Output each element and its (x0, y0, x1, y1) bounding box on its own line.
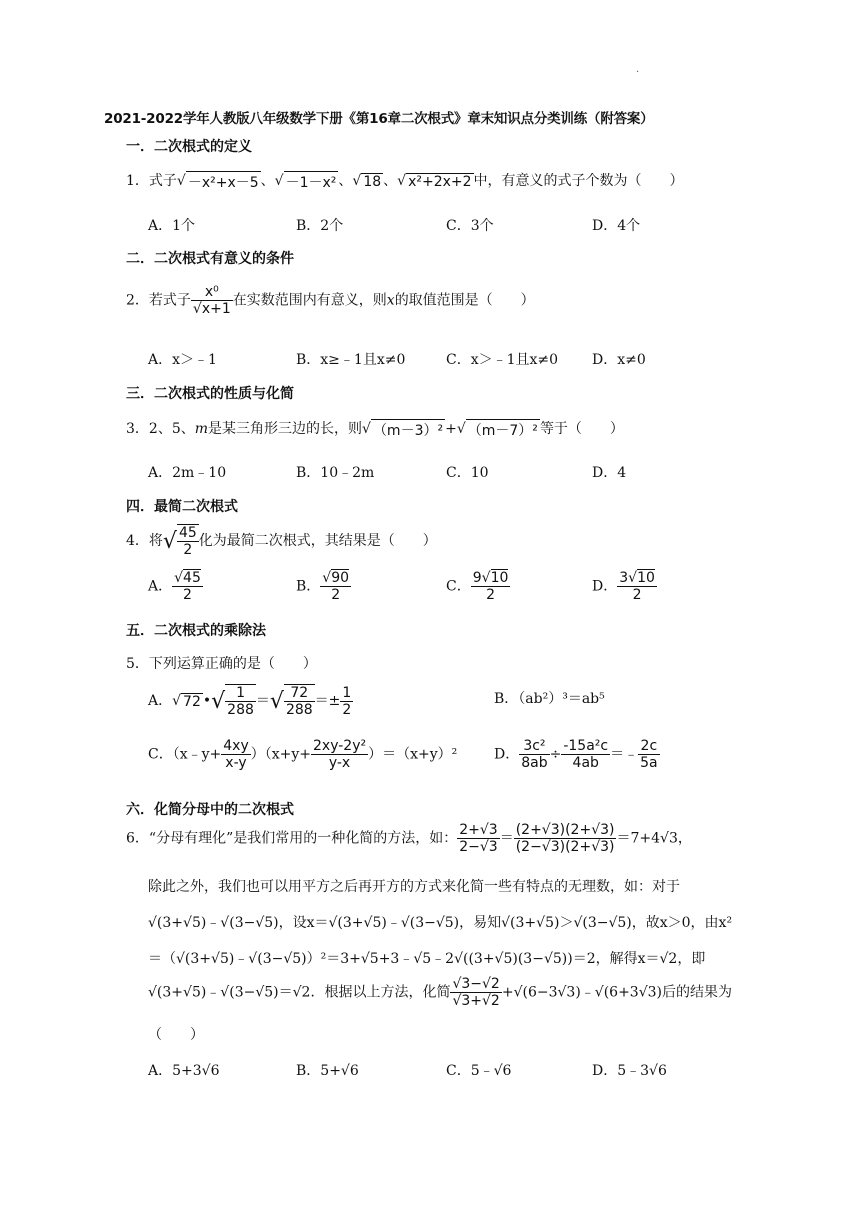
question-2: 2．若式子 $\frac{\text{x⁰}}{√x+1}$ 在实数范围内有意义，则x的取值范围是（ ） (126, 284, 535, 317)
q6-option-c: C．5﹣√6 (446, 1063, 512, 1079)
q5-option-d: D． $\frac{\text{3c²}}{8ab}$ ÷ $\frac{\text{-15a²c}}{4ab}$ ＝﹣ $\frac{2c}{5a}$ (494, 738, 658, 771)
q1-option-b: B．2个 (296, 218, 344, 234)
radical: √ －x²+x－5 (177, 171, 261, 192)
question-1: 1．式子√ －x²+x－5 、√ －1－x² 、√ 18 、√ x²+2x+2 中，有意义的式子个数为（ ） (126, 170, 684, 192)
question-6-line-1: 6．“分母有理化”是我们常用的一种化简的方法，如： $\frac{2+√3}{2-√3}$ ＝ $\frac{(2+√3)(2+√3)}{(2-√3)(2+√3)}$ ＝7+4√3， (126, 822, 692, 855)
q3-option-c: C．10 (446, 465, 489, 481)
q4-option-a: A． $\frac{√45}{2}$ (148, 570, 201, 603)
question-6-line-5: √(3+√5)﹣√(3−√5)＝√2．根据以上方法，化简 $\frac{√3-√2}{√3+√2}$ +√(6−3√3)﹣√(6+3√3)后的结果为 (148, 976, 733, 1009)
q1-option-d: D．4个 (592, 218, 641, 234)
corner-mark: . (636, 64, 640, 75)
q3-option-d: D．4 (592, 465, 627, 481)
q2-option-b: B．x≥﹣1且x≠0 (296, 352, 406, 368)
question-5: 5．下列运算正确的是（ ） (126, 656, 317, 672)
radical: √ x²+2x+2 (397, 173, 472, 190)
question-3: 3．2、5、m是某三角形三边的长，则√ （m－3）² +√ （m－7）² 等于（ ） (126, 418, 624, 440)
q4-option-d: D． $\frac{3√10}{2}$ (592, 570, 655, 603)
section-heading-4: 四．最简二次根式 (126, 499, 238, 515)
q5-option-c: C．（x﹣y+ $\frac{4xy}{x-y}$ ）（x+y+ $\frac{\text{2xy-2y²}}{y-x}$ ）＝（x+y）² (148, 738, 458, 771)
q2-option-d: D．x≠0 (592, 352, 646, 368)
q4-option-b: B． $\frac{√90}{2}$ (296, 570, 350, 603)
section-heading-2: 二．二次根式有意义的条件 (126, 251, 294, 267)
q2-option-a: A．x＞﹣1 (148, 352, 217, 368)
q5-option-a: A．√ 72 •√ $\frac{1}{288}$ ＝√ $\frac{72}{288}$ ＝± $\frac{1}{2}$ (148, 684, 352, 718)
q6-option-b: B．5+√6 (296, 1063, 359, 1079)
q1-option-a: A．1个 (148, 218, 196, 234)
document-title: 2021-2022学年人教版八年级数学下册《第16章二次根式》章末知识点分类训练（附答案） (104, 111, 654, 127)
section-heading-1: 一．二次根式的定义 (126, 139, 252, 155)
q2-option-c: C．x＞﹣1且x≠0 (446, 352, 559, 368)
question-6-line-2: 除此之外，我们也可以用平方之后再开方的方式来化简一些有特点的无理数，如：对于 (148, 879, 680, 895)
q6-option-d: D．5﹣3√6 (592, 1063, 667, 1079)
q4-option-c: C． $\frac{9√10}{2}$ (446, 570, 509, 603)
section-heading-6: 六．化简分母中的二次根式 (126, 802, 294, 818)
question-6-line-4: ＝（√(3+√5)﹣√(3−√5)）²＝3+√5+3﹣√5﹣2√((3+√5)(3−√5))＝2，解得x＝√2，即 (148, 951, 706, 967)
radical: √ 18 (352, 173, 382, 190)
q3-option-a: A．2m﹣10 (148, 465, 227, 481)
radical: √ －1－x² (275, 171, 339, 192)
q5-option-b: B．（ab²）³＝ab⁵ (494, 691, 605, 707)
question-6-line-6: （ ） (148, 1027, 204, 1043)
question-4: 4．将√ $\frac{45}{2}$ 化为最简二次根式，其结果是（ ） (126, 525, 437, 558)
q3-option-b: B．10﹣2m (296, 465, 375, 481)
section-heading-3: 三．二次根式的性质与化简 (126, 386, 294, 402)
section-heading-5: 五．二次根式的乘除法 (126, 623, 266, 639)
radical: √ （m－7）² (457, 419, 540, 440)
q6-option-a: A．5+3√6 (148, 1063, 220, 1079)
fraction: $\frac{\text{x⁰}}{√x+1}$ (192, 284, 231, 317)
question-6-line-3: √(3+√5)﹣√(3−√5)，设x＝√(3+√5)﹣√(3−√5)，易知√(3+√5)＞√(3−√5)，故x＞0，由x² (148, 915, 733, 931)
radical: √ $\frac{45}{2}$ (162, 525, 197, 558)
q1-option-c: C．3个 (446, 218, 494, 234)
radical: √ （m－3）² (362, 419, 445, 440)
